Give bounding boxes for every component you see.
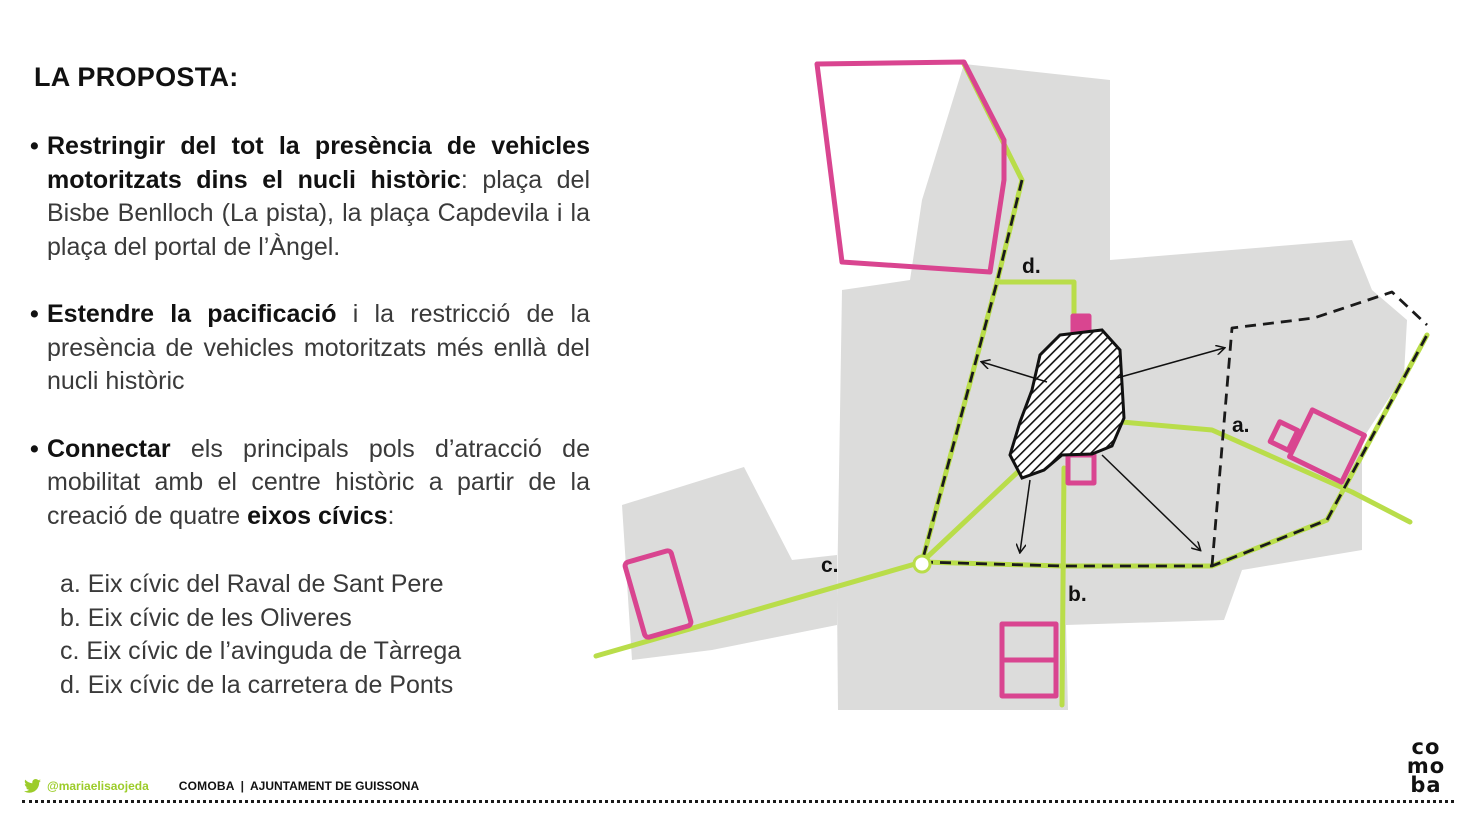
footer-divider — [22, 800, 1454, 803]
logo-line-3: ba — [1410, 773, 1442, 797]
proposal-list — [30, 130, 590, 533]
proposal-body-3b: : — [387, 501, 395, 530]
proposal-item-3 — [30, 433, 590, 534]
map-label-c: c. — [821, 554, 839, 577]
bullet-dot: • — [30, 132, 39, 160]
logo-line-1: co — [1411, 735, 1441, 759]
built-area-west — [622, 467, 837, 660]
map-label-d: d. — [1022, 255, 1041, 278]
twitter-handle[interactable]: @mariaelisaojeda — [47, 779, 149, 793]
proposal-item-1 — [30, 130, 590, 264]
map-label-b: b. — [1068, 583, 1087, 606]
civic-axis-d: d. Eix cívic de la carretera de Ponts — [60, 670, 454, 699]
proposal-bold-1: Restringir del tot la presència de vehicles motoritzats dins el nucli històric — [47, 132, 590, 194]
map-label-a: a. — [1232, 414, 1250, 437]
proposal-item-2 — [30, 298, 590, 399]
proposal-body-1: : plaça del Bisbe Benlloch (La pista), la plaça Capdevila i la plaça del portal de l’Àngel. — [47, 165, 591, 261]
organization-name: AJUNTAMENT DE GUISSONA — [250, 779, 420, 793]
twitter-bird-icon — [24, 779, 41, 793]
proposal-bold-3b: eixos cívics — [247, 501, 388, 530]
brand-name: COMOBA — [178, 779, 235, 793]
civic-axes-list — [60, 568, 461, 702]
town-map — [592, 50, 1432, 720]
comoba-logo — [1406, 735, 1446, 797]
page-title: LA PROPOSTA: — [34, 62, 239, 92]
proposal-body-3: els principals pols d’atracció de mobilitat amb el centre històric a partir de la creació de quatre — [47, 434, 590, 530]
logo-line-2: mo — [1406, 754, 1446, 778]
proposal-bold-3: Connectar — [47, 434, 171, 463]
civic-axis-b-line — [1062, 468, 1064, 705]
pole-centre-north — [1073, 316, 1089, 332]
bullet-dot: • — [30, 300, 39, 328]
bullet-dot: • — [30, 434, 39, 463]
footer — [24, 777, 419, 795]
proposal-bold-2: Estendre la pacificació — [47, 300, 337, 328]
civic-axis-b: b. Eix cívic de les Oliveres — [60, 603, 352, 632]
proposal-text-3 — [47, 433, 590, 534]
proposal-text-1 — [47, 130, 590, 264]
civic-axis-a: a. Eix cívic del Raval de Sant Pere — [60, 570, 444, 598]
proposal-text-2 — [47, 298, 590, 399]
roundabout — [914, 556, 930, 572]
civic-axis-c: c. Eix cívic de l’avinguda de Tàrrega — [60, 637, 462, 665]
proposal-body-2: i la restricció de la presència de vehicles motoritzats més enllà del nucli històric — [47, 300, 590, 395]
footer-separator: | — [240, 779, 244, 793]
